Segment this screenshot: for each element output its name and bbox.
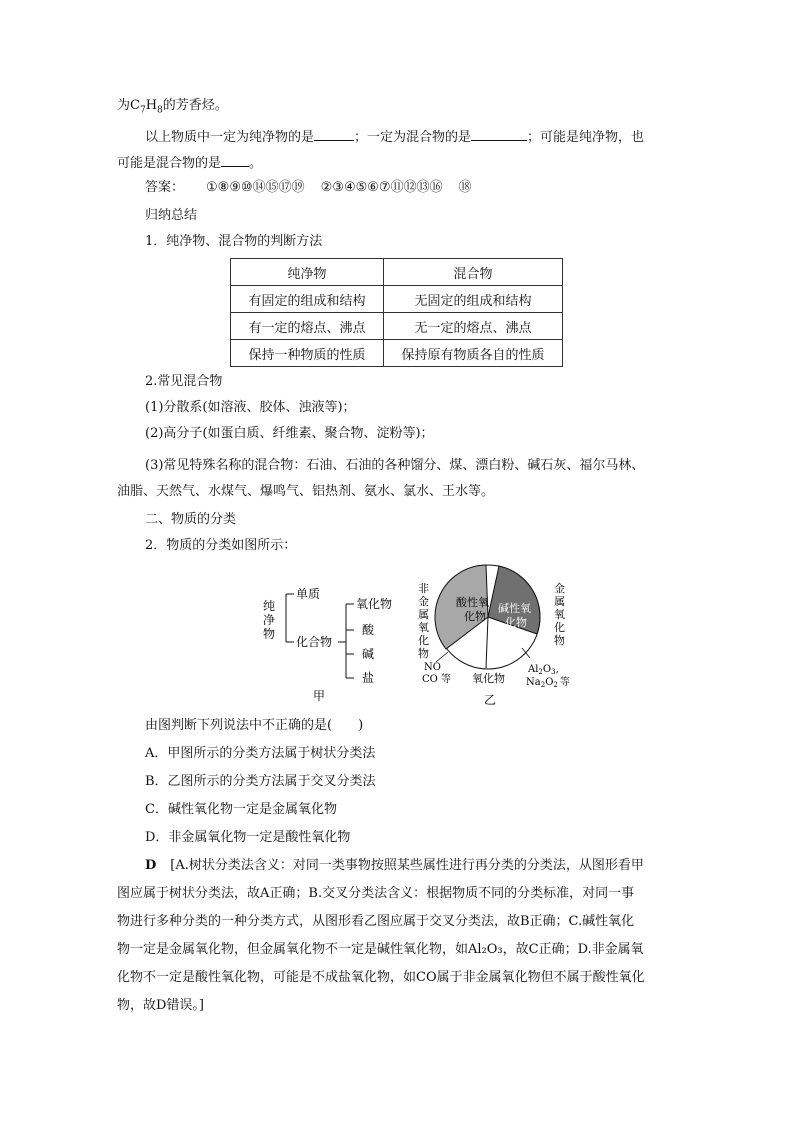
tree-diagram	[258, 580, 408, 705]
answer-mixture: ②③④⑤⑥⑦⑪⑫⑬⑯	[320, 180, 443, 195]
explanation-line-2: 图应属于树状分类法，故A正确；B.交叉分类法含义：根据物质不同的分类标准，对同一事	[117, 886, 635, 901]
nonmetal-oxide-label: 属	[418, 608, 429, 621]
formula-sub: 8	[157, 105, 163, 116]
option-d: D．非金属氧化物一定是酸性氧化物	[145, 830, 351, 845]
section1-title: 1．纯净物、混合物的判断方法	[145, 234, 323, 249]
metal-oxide-label: 属	[554, 595, 565, 608]
formula-h: H	[145, 98, 158, 113]
answer-blank	[221, 152, 249, 167]
answer-blank	[314, 126, 354, 141]
option-a: A．甲图所示的分类方法属于树状分类法	[145, 746, 376, 761]
metal-oxide-label: 物	[554, 634, 565, 647]
table-cell: 保持原有物质各自的性质	[384, 340, 563, 367]
explanation-line-4: 物一定是金属氧化物，但金属氧化物不一定是碱性氧化物，如Al₂O₃，故C正确；D.非金属氧	[117, 942, 644, 957]
answer-letter: D	[145, 858, 157, 873]
table-cell: 无一定的熔点、沸点	[384, 313, 563, 340]
al2o3-example: $Al_2O_3$,	[528, 664, 559, 676]
question-line-2	[117, 152, 262, 174]
mixture-item-2: (2)高分子(如蛋白质、纤维素、聚合物、淀粉等)；	[145, 426, 434, 441]
classification-heading: 二、物质的分类	[145, 512, 237, 527]
table-header: 混合物	[384, 259, 563, 286]
question-text: 。	[249, 156, 263, 171]
mixture-item-3-cont: 油脂、天然气、水煤气、爆鸣气、铝热剂、氨水、氯水、王水等。	[117, 484, 495, 499]
metal-oxide-label: 氧	[554, 608, 565, 621]
explanation-line-5: 化物不一定是酸性氧化物，可能是不成盐氧化物，如CO属于非金属氧化物但不属于酸性氧化	[117, 970, 645, 985]
nonmetal-oxide-label: 氧	[418, 621, 429, 634]
intro-text: 的芳香烃。	[162, 98, 228, 113]
answer-blank	[471, 126, 527, 141]
intro-line-1	[117, 96, 228, 121]
table-row	[231, 313, 563, 340]
oxide-node: 氧化物	[356, 597, 393, 611]
summary-heading: 归纳总结	[145, 208, 198, 223]
explanation-line-3: 物进行多种分类的一种分类方式，从图形看乙图应属于交叉分类法，故B正确；C.碱性氧化	[117, 914, 635, 929]
metal-oxide-label: 化	[554, 621, 565, 634]
acidic-oxide-label: 化物	[464, 610, 486, 623]
answer-either: ⑱	[458, 180, 472, 195]
co-example: CO 等	[422, 674, 452, 685]
question-text: 可能是混合物的是	[117, 156, 222, 171]
nonmetal-oxide-label: 金	[418, 595, 429, 608]
table-cell: 无固定的组成和结构	[384, 286, 563, 313]
mixture-item-3: (3)常见特殊名称的混合物：石油、石油的各种馏分、煤、漂白粉、碱石灰、福尔马林、	[145, 458, 645, 473]
base-node: 碱	[362, 647, 375, 661]
root-label: 纯	[263, 599, 276, 613]
root-label: 物	[263, 627, 276, 641]
answer-label: 答案：	[145, 180, 185, 195]
formula-sub: 7	[139, 105, 146, 116]
salt-node: 盐	[362, 671, 375, 685]
table-row	[231, 286, 563, 313]
metal-oxide-label: 金	[554, 582, 565, 595]
compound-node: 化合物	[296, 635, 333, 649]
table-cell: 有一定的熔点、沸点	[231, 313, 384, 340]
table-cell: 保持一种物质的性质	[231, 340, 384, 367]
nonmetal-oxide-label: 化	[418, 634, 429, 647]
table-cell: 有固定的组成和结构	[231, 286, 384, 313]
acidic-oxide-label: 酸性氧	[456, 596, 489, 609]
explanation-line-1	[145, 856, 644, 876]
na2o2-example: $Na_2O_2$ 等	[526, 677, 570, 689]
option-b: B．乙图所示的分类方法属于交叉分类法	[145, 774, 376, 789]
formula-c: C	[130, 98, 140, 113]
table-header: 纯净物	[231, 259, 384, 286]
basic-oxide-label: 碱性氧	[498, 602, 531, 615]
explanation-line-6: 物，故D错误。]	[117, 998, 204, 1013]
oxide-label: 氧化物	[472, 672, 505, 685]
table-header-row	[231, 259, 563, 286]
cross-diagram	[410, 562, 580, 707]
figure-caption: 甲	[313, 689, 326, 703]
acid-node: 酸	[362, 623, 375, 637]
no-example: NO	[424, 662, 441, 673]
option-c: C．碱性氧化物一定是金属氧化物	[145, 802, 337, 817]
classification-intro: 2．物质的分类如图所示：	[145, 538, 297, 553]
figure-caption: 乙	[484, 693, 497, 707]
nonmetal-oxide-label: 非	[418, 582, 429, 595]
question-text: ；一定为混合物的是	[354, 130, 472, 145]
nonmetal-oxide-label: 物	[418, 647, 429, 660]
section2-title: 2.常见混合物	[145, 374, 223, 389]
comparison-table	[230, 258, 563, 367]
question-stem: 由图判断下列说法中不正确的是( )	[145, 718, 364, 733]
basic-oxide-label: 化物	[505, 616, 527, 629]
answer-line	[145, 178, 472, 198]
question-text: ；可能是纯净物，也	[527, 130, 645, 145]
element-node: 单质	[296, 587, 321, 601]
question-line-1	[145, 126, 644, 148]
table-row	[231, 340, 563, 367]
explanation-text: [A.树状分类法含义：对同一类事物按照某些属性进行再分类的分类法，从图形看甲	[170, 858, 644, 873]
mixture-item-1: (1)分散系(如溶液、胶体、浊液等)；	[145, 400, 356, 415]
answer-pure: ①⑧⑨⑩⑭⑮⑰⑲	[206, 180, 305, 195]
intro-text: 为	[117, 98, 131, 113]
root-label: 净	[263, 613, 276, 627]
question-text: 以上物质中一定为纯净物的是	[145, 130, 315, 145]
